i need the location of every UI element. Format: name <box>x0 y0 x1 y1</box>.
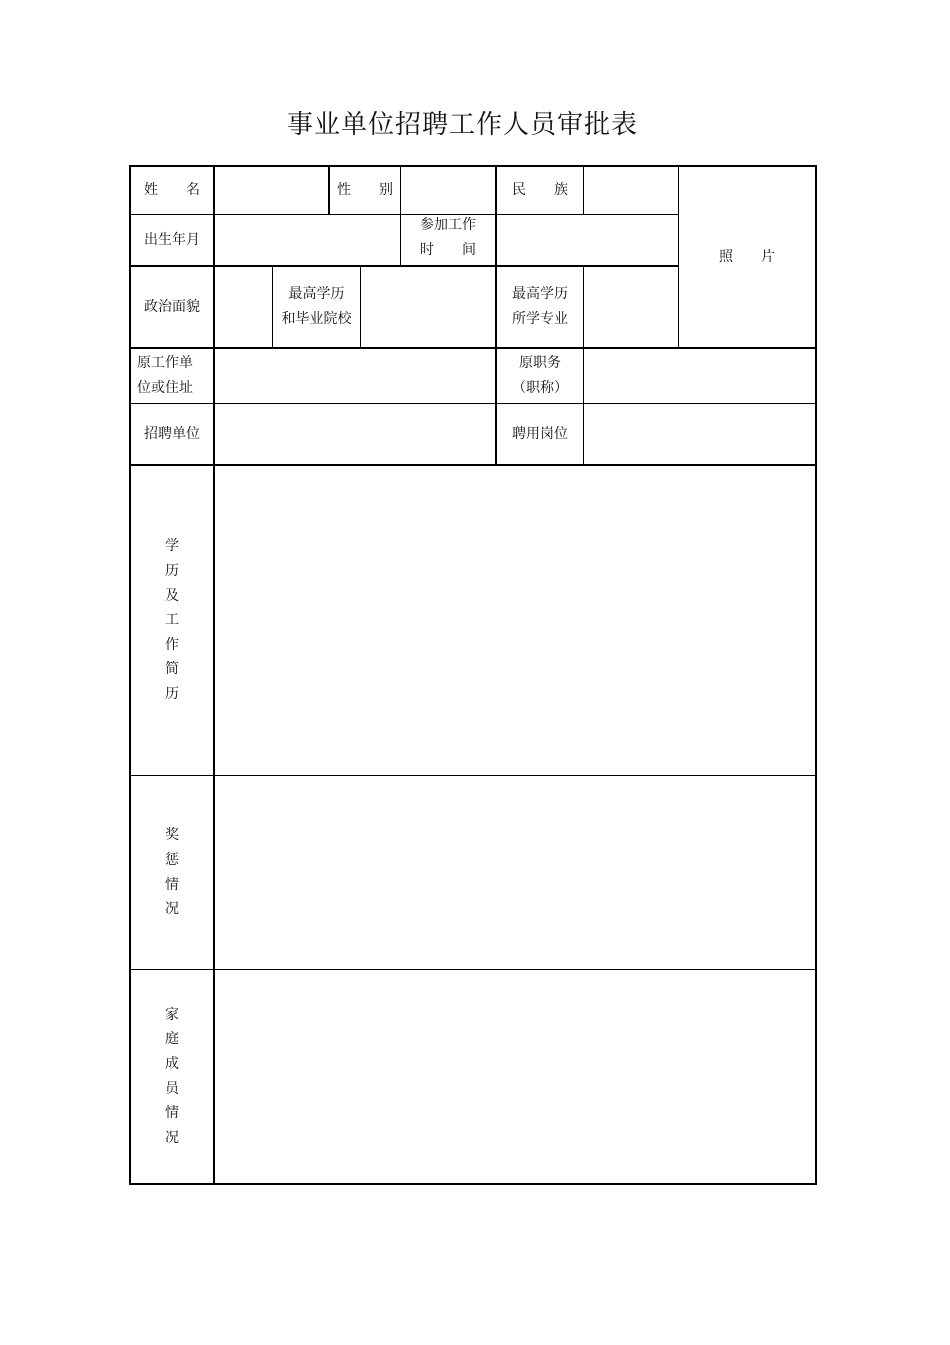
resume-label-char: 作 <box>165 636 179 653</box>
ethnicity-input[interactable] <box>584 167 678 214</box>
family-label-char: 成 <box>165 1055 179 1072</box>
edu-school-label-line2: 和毕业院校 <box>281 311 352 327</box>
family-input[interactable] <box>215 970 815 1183</box>
awards-input[interactable] <box>215 776 815 969</box>
work-start-input[interactable] <box>497 215 678 265</box>
awards-label-char: 惩 <box>165 851 179 868</box>
recruit-unit-input[interactable] <box>215 404 495 464</box>
edu-major-label <box>497 267 583 347</box>
family-label <box>131 970 213 1183</box>
family-label-char: 员 <box>165 1080 179 1097</box>
recruit-unit-label: 招聘单位 <box>144 425 200 442</box>
orig-unit-label-line1: 原工作单 <box>137 355 193 371</box>
resume-label <box>131 466 213 775</box>
resume-label-char: 及 <box>165 587 179 604</box>
work-start-label-line1: 参加工作 <box>420 217 476 233</box>
orig-post-label <box>497 349 583 403</box>
edu-school-label <box>273 267 360 347</box>
orig-post-label-line1: 原职务 <box>519 355 561 371</box>
birth-label: 出生年月 <box>144 231 200 248</box>
resume-label-char: 学 <box>165 538 179 555</box>
page-title: 事业单位招聘工作人员审批表 <box>286 110 638 140</box>
gender-label: 性 别 <box>337 182 393 198</box>
awards-label-char: 况 <box>165 901 179 918</box>
orig-unit-label-line2: 位或住址 <box>137 380 193 396</box>
orig-post-label-line2: （职称） <box>512 380 568 396</box>
awards-label-char: 奖 <box>165 827 179 844</box>
post-input[interactable] <box>584 404 815 464</box>
orig-post-input[interactable] <box>584 349 815 403</box>
post-label: 聘用岗位 <box>512 425 568 442</box>
awards-label-char: 情 <box>165 876 179 893</box>
resume-input[interactable] <box>215 466 815 775</box>
resume-label-char: 历 <box>165 563 179 580</box>
birth-input[interactable] <box>215 215 400 265</box>
family-label-char: 庭 <box>165 1031 179 1048</box>
edu-major-label-line2: 所学专业 <box>512 311 568 327</box>
edu-school-label-line1: 最高学历 <box>288 286 345 302</box>
edu-school-input[interactable] <box>361 267 495 347</box>
resume-label-char: 历 <box>165 685 179 702</box>
resume-label-char: 工 <box>165 612 179 629</box>
family-label-char: 情 <box>165 1105 179 1122</box>
gender-input[interactable] <box>401 167 495 214</box>
orig-unit-label <box>131 349 207 403</box>
name-input[interactable] <box>215 167 328 214</box>
resume-label-char: 简 <box>165 661 179 678</box>
name-label: 姓 名 <box>144 182 200 198</box>
edu-major-input[interactable] <box>584 267 678 347</box>
ethnicity-label: 民 族 <box>512 182 568 198</box>
political-input[interactable] <box>215 267 272 347</box>
work-start-label <box>401 212 495 264</box>
awards-label <box>131 776 213 969</box>
work-start-label-line2: 时 间 <box>420 242 476 258</box>
family-label-char: 况 <box>165 1129 179 1146</box>
orig-unit-input[interactable] <box>215 349 495 403</box>
family-label-char: 家 <box>165 1006 179 1023</box>
political-label: 政治面貌 <box>144 298 200 315</box>
edu-major-label-line1: 最高学历 <box>512 286 568 302</box>
photo-box: 照 片 <box>719 248 775 265</box>
